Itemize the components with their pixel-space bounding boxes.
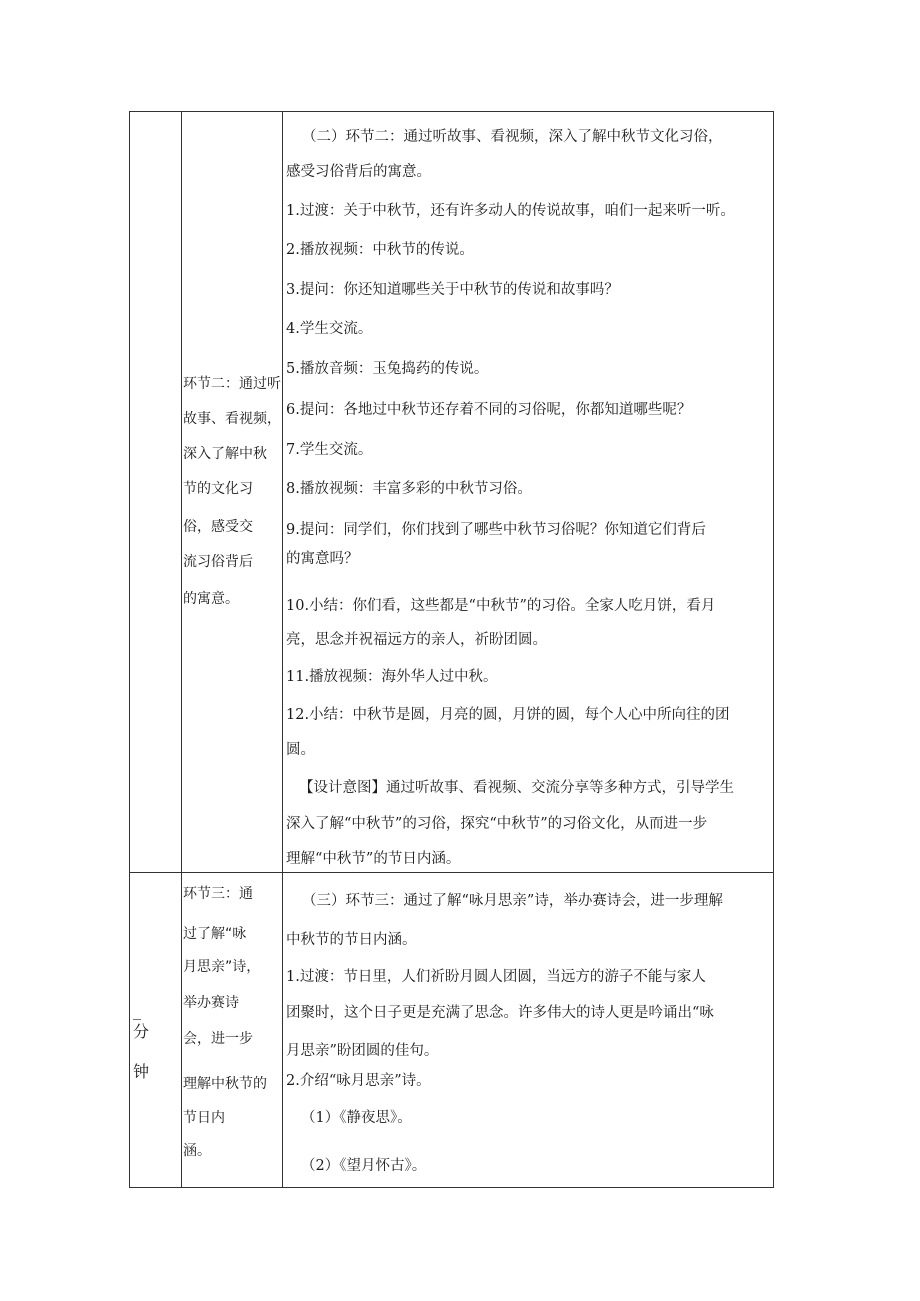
process-line: 5.播放音频：玉兔捣药的传说。: [286, 361, 489, 377]
process-line: 7.学生交流。: [286, 442, 373, 458]
summary-line: 故事、看视频，: [183, 411, 281, 427]
summary-line: 节日内: [183, 1110, 225, 1126]
summary-line: 月思亲”诗，: [183, 959, 261, 975]
row-divider: [130, 872, 773, 873]
time-unit-line: 钟: [133, 1062, 150, 1081]
process-line: 2.介绍“咏月思亲”诗。: [286, 1073, 431, 1089]
process-line: 圆。: [286, 742, 315, 758]
summary-line: 俗，感受交: [183, 519, 253, 535]
process-line: 4.学生交流。: [286, 321, 373, 337]
summary-line: 会，进一步: [183, 1031, 253, 1047]
process-line: 10.小结：你们看，这些都是“中秋节”的习俗。全家人吃月饼，看月: [286, 598, 716, 614]
poem-item: （2）《望月怀古》。: [301, 1158, 427, 1174]
process-line: 亮，思念并祝福远方的亲人，祈盼团圆。: [286, 632, 547, 648]
process-line: 9.提问：同学们，你们找到了哪些中秋节习俗呢？你知道它们背后: [286, 522, 706, 538]
process-line: 感受习俗背后的寓意。: [286, 164, 431, 180]
time-blank: _: [133, 1001, 141, 1020]
time-unit-line: 分: [133, 1022, 150, 1041]
column-divider-2: [282, 112, 283, 1187]
process-line: （二）环节二：通过听故事、看视频，深入了解中秋节文化习俗，: [302, 129, 723, 145]
process-line: 中秋节的节日内涵。: [286, 932, 417, 948]
process-line: 团聚时，这个日子更是充满了思念。许多伟大的诗人更是吟诵出“咏: [286, 1005, 714, 1021]
summary-line: 举办赛诗: [183, 995, 239, 1011]
lesson-plan-table: [129, 111, 774, 1188]
summary-line: 节的文化习: [183, 481, 253, 497]
process-line: 8.播放视频：丰富多彩的中秋节习俗。: [286, 481, 532, 497]
column-divider-1: [181, 112, 182, 1187]
process-line: 的寓意吗？: [286, 551, 359, 567]
process-line: 1.过渡：关于中秋节，还有许多动人的传说故事，咱们一起来听一听。: [286, 203, 735, 219]
summary-line: 环节二：通过听: [183, 376, 281, 392]
design-intent-line: 【设计意图】通过听故事、看视频、交流分享等多种方式，引导学生: [299, 780, 734, 796]
summary-line: 涵。: [183, 1143, 211, 1159]
process-line: （三）环节三：通过了解“咏月思亲”诗，举办赛诗会，进一步理解: [302, 893, 723, 909]
design-intent-line: 深入了解“中秋节”的习俗，探究“中秋节”的习俗文化，从而进一步: [286, 816, 708, 832]
process-line: 2.播放视频：中秋节的传说。: [286, 242, 474, 258]
poem-item: （1）《静夜思》。: [301, 1110, 412, 1126]
process-line: 6.提问：各地过中秋节还存着不同的习俗呢，你都知道哪些呢？: [286, 402, 692, 418]
process-line: 11.播放视频：海外华人过中秋。: [286, 669, 498, 685]
summary-line: 过了解“咏: [183, 926, 247, 942]
summary-line: 的寓意。: [183, 591, 239, 607]
summary-line: 环节三：通: [183, 886, 253, 902]
summary-line: 深入了解中秋: [183, 446, 267, 462]
design-intent-line: 理解“中秋节”的节日内涵。: [286, 851, 461, 867]
process-line: 3.提问：你还知道哪些关于中秋节的传说和故事吗？: [286, 282, 619, 298]
summary-line: 流习俗背后: [183, 554, 253, 570]
summary-line: 理解中秋节的: [183, 1076, 267, 1092]
process-line: 12.小结：中秋节是圆，月亮的圆，月饼的圆，每个人心中所向往的团: [286, 707, 730, 723]
process-line: 1.过渡：节日里，人们祈盼月圆人团圆，当远方的游子不能与家人: [286, 969, 706, 985]
process-line: 月思亲”盼团圆的佳句。: [286, 1043, 439, 1059]
